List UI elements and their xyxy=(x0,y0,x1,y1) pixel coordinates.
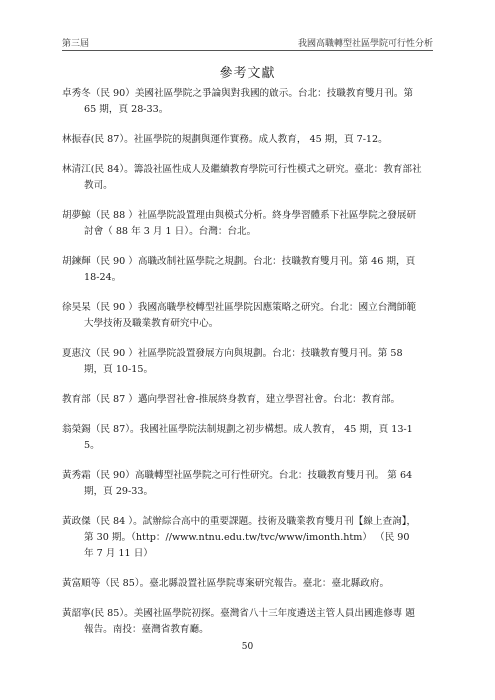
reference-entry: 胡夢鯨（民 88 ）社區學院設置理由與模式分析。終身學習體系下社區學院之發展研討會（ 88 年 3 月 1 日）。台灣：台北。 xyxy=(62,210,417,237)
reference-entry: 黃秀霜（民 90）高職轉型社區學院之可行性研究。台北：技職教育雙月刊。 第 64 期，頁 29-33。 xyxy=(62,470,413,497)
reference-entry: 夏惠汶（民 90 ）社區學院設置發展方向與規劃。台北：技職教育雙月刊。第 58 期，頁 10-15。 xyxy=(62,348,403,375)
reference-entry: 黃富順等（民 85）。臺北縣設置社區學院專案研究報告。臺北：臺北縣政府。 xyxy=(62,578,390,589)
reference-entry: 翁榮錫（民 87）。我國社區學院法制規劃之初步構想。成人教育， 45 期，頁 13-15。 xyxy=(62,424,413,451)
running-header xyxy=(62,36,433,49)
reference-entry: 林振春(民 87）。社區學院的規劃與運作實務。成人教育， 45 期，頁 7-12。 xyxy=(62,134,388,145)
header-rule xyxy=(62,50,433,51)
reference-entry: 胡鍊輝（民 90 ）高職改制社區學院之規劃。台北：技職教育雙月刊。第 46 期，頁 18-24。 xyxy=(62,256,416,283)
reference-entry: 黃韶寧(民 85）。美國社區學院初探。臺灣省八十三年度遴送主管人員出國進修專 題報告。南投：臺灣省教育廳。 xyxy=(62,608,416,635)
header-left-text: 第三屆 xyxy=(62,39,90,49)
page-title: 參考文獻 xyxy=(219,66,276,81)
header-right-text: 我國高職轉型社區學院可行性分析 xyxy=(297,39,433,49)
reference-list xyxy=(62,86,422,652)
reference-entry: 黃政傑（民 84 ）。試辦綜合高中的重要課題。技術及職業教育雙月刊【線上查詢】，第 30 期。（http：//www.ntnu.edu.tw/tvc/www/imonth.htm） （民 90 年 7 月 11 日） xyxy=(62,516,417,559)
reference-entry: 徐昊杲（民 90 ）我國高職學校轉型社區學院因應策略之研究。台北：國立台灣師範大學技術及職業教育研究中心。 xyxy=(62,302,417,329)
reference-entry: 教育部（民 87 ）邁向學習社會-推展終身教育，建立學習社會。台北：教育部。 xyxy=(62,394,401,405)
reference-entry: 卓秀冬（民 90）美國社區學院之爭論與對我國的啟示。台北：技職教育雙月刊。第 65 期，頁 28-33。 xyxy=(62,88,414,115)
reference-entry: 林清江(民 84）。籌設社區性成人及繼續教育學院可行性模式之研究。臺北：教育部社教司。 xyxy=(62,164,422,191)
page-number: 50 xyxy=(241,642,254,652)
